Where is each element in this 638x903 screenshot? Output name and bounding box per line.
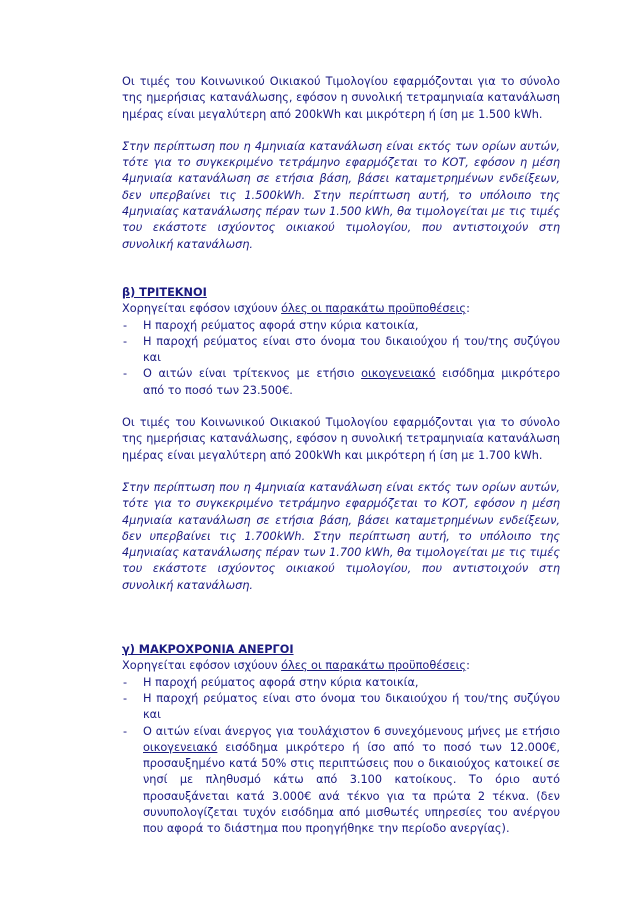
list-item: - Η παροχή ρεύματος αφορά στην κύρια κατοικία, [122, 318, 560, 334]
section-b-heading: β) ΤΡΙΤΕΚΝΟΙ [122, 285, 207, 299]
section-b-intro: Χορηγείται εφόσον ισχύουν όλες οι παρακάτω προϋποθέσεις: [122, 302, 470, 316]
list-item: - Η παροχή ρεύματος είναι στο όνομα του δικαιούχου ή του/της συζύγου και [122, 334, 560, 367]
section-c-heading: γ) ΜΑΚΡΟΧΡΟΝΙΑ ΑΝΕΡΓΟΙ [122, 643, 294, 657]
section-c-conditions-list [122, 675, 560, 838]
section-a-price-paragraph: Οι τιμές του Κοινωνικού Οικιακού Τιμολογίου εφαρμόζονται για το σύνολο της ημερήσιας κατανάλωσης, εφόσον η συνολική τετραμηνιαία κατανάλωση ημέρας είναι μεγαλύτερη από 200kWh και μικρότερη ή ίση με 1.500 kWh. [122, 75, 560, 121]
conditions-link: όλες οι παρακάτω προϋποθέσεις [281, 659, 467, 673]
list-item: - Η παροχή ρεύματος είναι στο όνομα του δικαιούχου ή του/της συζύγου και [122, 691, 560, 724]
section-b-exception-paragraph: Στην περίπτωση που η 4μηνιαία κατανάλωση είναι εκτός των ορίων αυτών, τότε για το συγκεκριμένο τετράμηνο εφαρμόζεται το ΚΟΤ, εφόσον η μέση 4μηνιαία κατανάλωση σε ετήσια βάση, βάσει καταμετρημένων ενδείξεων, δεν υπερβαίνει τις 1.700kWh. Στην περίπτωση αυτή, το υπόλοιπο της 4μηνιαίας κατανάλωσης πέραν των 1.700 kWh, θα τιμολογείται με τις τιμές του εκάστοτε ισχύοντος οικιακού τιμολογίου, που αντιστοιχούν στη συνολική κατανάλωση. [122, 480, 560, 592]
document-page [122, 74, 560, 838]
section-c-intro: Χορηγείται εφόσον ισχύουν όλες οι παρακάτω προϋποθέσεις: [122, 659, 470, 673]
section-b-price-paragraph: Οι τιμές του Κοινωνικού Οικιακού Τιμολογίου εφαρμόζονται για το σύνολο της ημερήσιας κατανάλωσης, εφόσον η συνολική τετραμηνιαία κατανάλωση ημέρας είναι μεγαλύτερη από 200kWh και μικρότερη ή ίση με 1.700 kWh. [122, 416, 560, 462]
conditions-link: όλες οι παρακάτω προϋποθέσεις [281, 302, 467, 316]
section-a-exception-paragraph: Στην περίπτωση που η 4μηνιαία κατανάλωση είναι εκτός των ορίων αυτών, τότε για το συγκεκριμένο τετράμηνο εφαρμόζεται το ΚΟΤ, εφόσον η μέση 4μηνιαία κατανάλωση σε ετήσια βάση, βάσει καταμετρημένων ενδείξεων, δεν υπερβαίνει τις 1.500kWh. Στην περίπτωση αυτή, το υπόλοιπο της 4μηνιαίας κατανάλωσης πέραν των 1.500 kWh, θα τιμολογείται με τις τιμές του εκάστοτε ισχύοντος οικιακού τιμολογίου, που αντιστοιχούν στη συνολική κατανάλωση. [122, 139, 560, 251]
section-b-conditions-list [122, 318, 560, 399]
list-item: - Ο αιτών είναι τρίτεκνος με ετήσιο οικογενειακό εισόδημα μικρότερο από το ποσό των 23.500€. [122, 366, 560, 399]
list-item: - Ο αιτών είναι άνεργος για τουλάχιστον 6 συνεχόμενους μήνες με ετήσιο οικογενειακό εισόδημα μικρότερο ή ίσο από το ποσό των 12.000€, προσαυξημένο κατά 50% στις περιπτώσεις που ο δικαιούχος κατοικεί σε νησί με πληθυσμό κάτω από 3.100 κατοίκους. Το όριο αυτό προσαυξάνεται κατά 3.000€ ανά τέκνο για τα πρώτα 2 τέκνα. (δεν συνυπολογίζεται τυχόν εισόδημα από μισθωτές υπηρεσίες του ανέργου που αφορά το διάστημα που προηγήθηκε την περίοδο ανεργίας). [122, 724, 560, 838]
list-item: - Η παροχή ρεύματος αφορά στην κύρια κατοικία, [122, 675, 560, 691]
